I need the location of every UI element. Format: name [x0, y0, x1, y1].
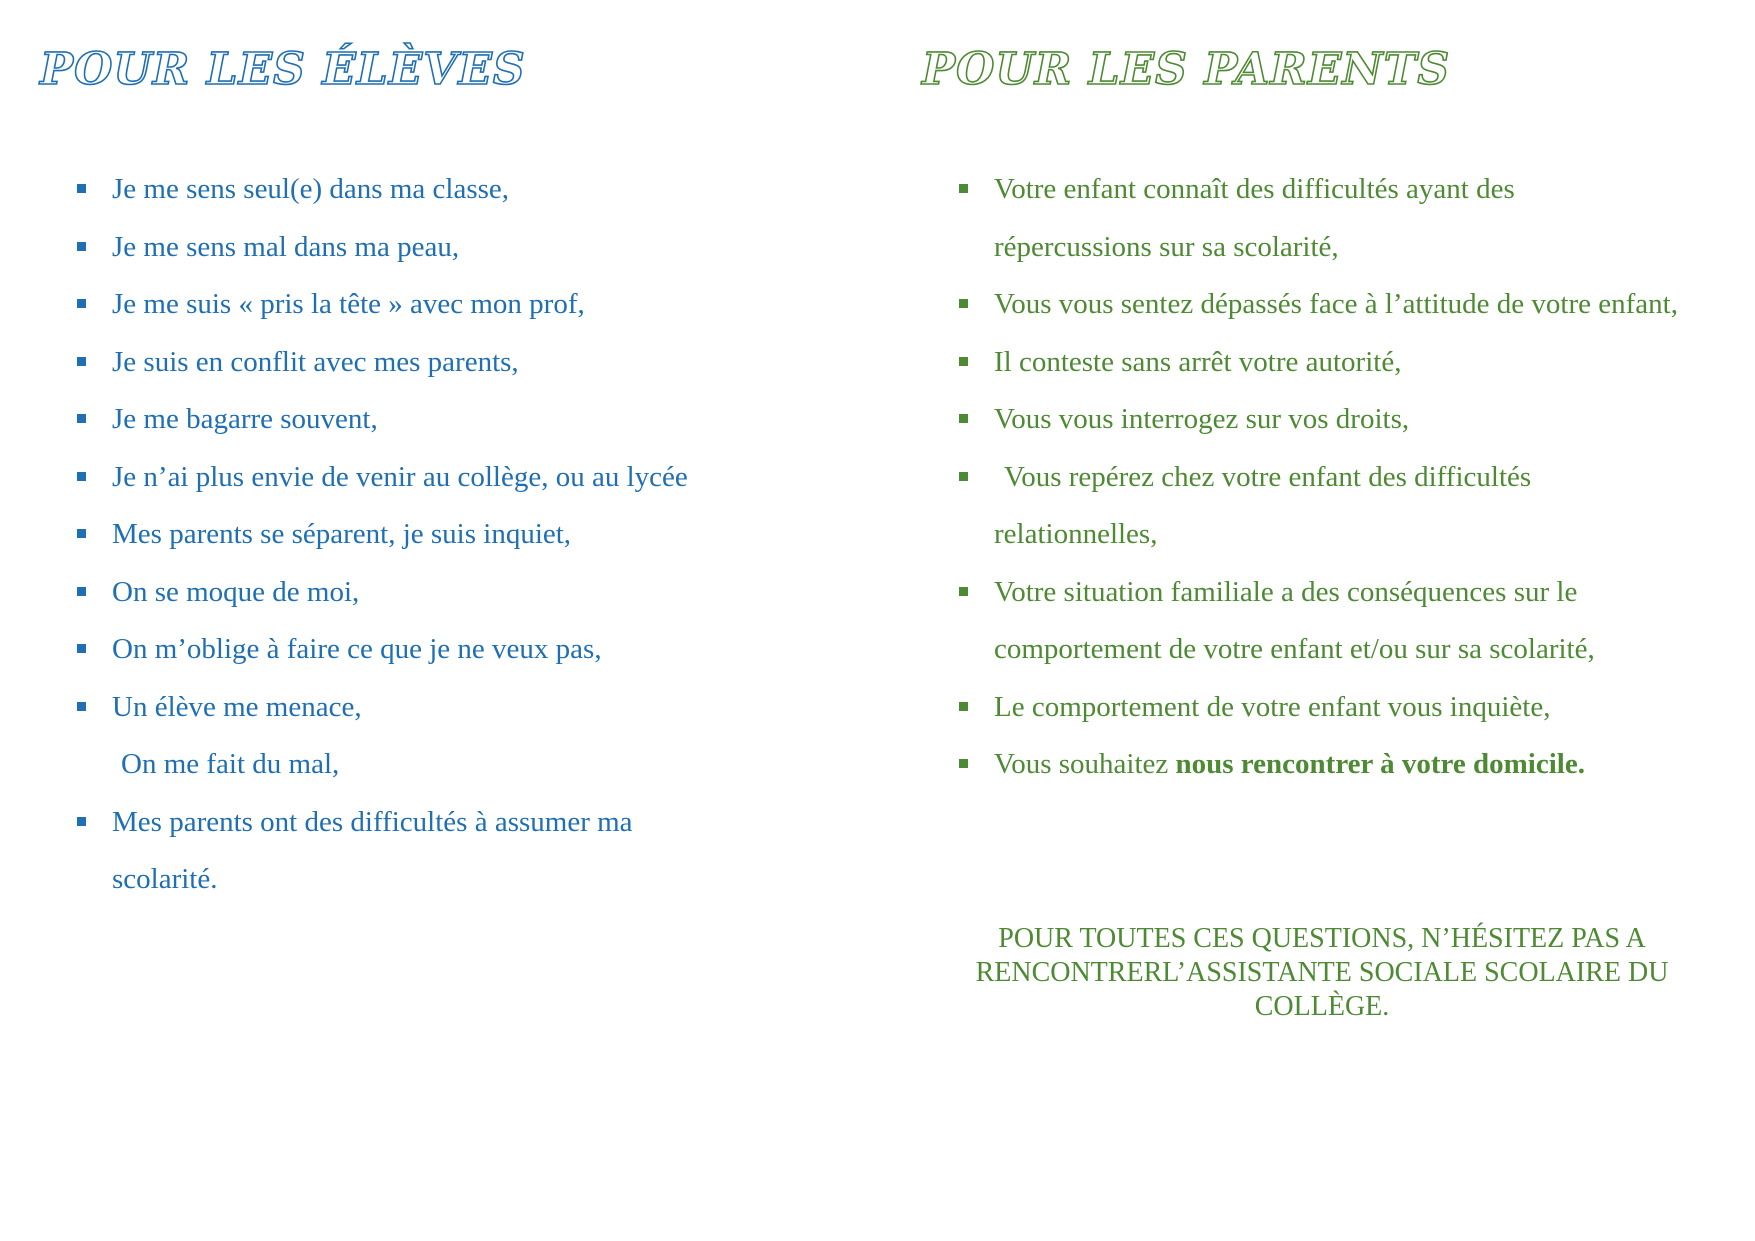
square-bullet-icon [77, 414, 86, 423]
parents-list [994, 161, 1734, 794]
square-bullet-icon [959, 702, 968, 711]
square-bullet-icon [77, 184, 86, 193]
square-bullet-icon [959, 472, 968, 481]
list-item: Je me bagarre souvent, [112, 391, 832, 449]
square-bullet-icon [959, 184, 968, 193]
square-bullet-icon [77, 242, 86, 251]
list-item: Le comportement de votre enfant vous inquiète, [994, 679, 1734, 737]
list-item: Mes parents ont des difficultés à assumer ma scolarité. [112, 794, 732, 909]
list-item: Vous vous sentez dépassés face à l’attitude de votre enfant, [994, 276, 1694, 334]
square-bullet-icon [77, 299, 86, 308]
square-bullet-icon [959, 414, 968, 423]
square-bullet-icon [959, 587, 968, 596]
list-item: Je me sens seul(e) dans ma classe, [112, 161, 832, 219]
list-item: Vous souhaitez nous rencontrer à votre domicile. [994, 736, 1734, 794]
list-item: On se moque de moi, [112, 564, 832, 622]
list-item: Je suis en conflit avec mes parents, [112, 334, 832, 392]
list-item: Je me sens mal dans ma peau, [112, 219, 832, 277]
list-item: On m’oblige à faire ce que je ne veux pas, [112, 621, 832, 679]
list-item: Votre situation familiale a des conséquences sur le comportement de votre enfant et/ou sur sa scolarité, [994, 564, 1734, 679]
list-item: Un élève me menace, [112, 679, 832, 737]
list-item: Il conteste sans arrêt votre autorité, [994, 334, 1734, 392]
students-list [112, 161, 832, 909]
square-bullet-icon [77, 472, 86, 481]
list-item: Vous vous interrogez sur vos droits, [994, 391, 1734, 449]
list-item: Mes parents se séparent, je suis inquiet, [112, 506, 832, 564]
square-bullet-icon [77, 357, 86, 366]
square-bullet-icon [959, 357, 968, 366]
square-bullet-icon [77, 587, 86, 596]
list-item: Je n’ai plus envie de venir au collège, ou au lycée [112, 449, 832, 507]
list-item: On me fait du mal, [121, 748, 340, 780]
list-item: Je me suis « pris la tête » avec mon prof, [112, 276, 832, 334]
square-bullet-icon [77, 702, 86, 711]
list-item: Votre enfant connaît des difficultés ayant des répercussions sur sa scolarité, [994, 161, 1634, 276]
square-bullet-icon [959, 299, 968, 308]
square-bullet-icon [77, 529, 86, 538]
square-bullet-icon [77, 644, 86, 653]
closing-message: POUR TOUTES CES QUESTIONS, N’HÉSITEZ PAS A RENCONTRERL’ASSISTANTE SOCIALE SCOLAIRE DU COLLÈGE. [975, 923, 1669, 1022]
list-item: Vous repérez chez votre enfant des difficultés relationnelles, [994, 449, 1634, 564]
square-bullet-icon [77, 817, 86, 826]
students-heading: POUR LES ÉLÈVES [40, 44, 526, 95]
square-bullet-icon [959, 759, 968, 768]
parents-heading: POUR LES PARENTS [922, 44, 1451, 95]
